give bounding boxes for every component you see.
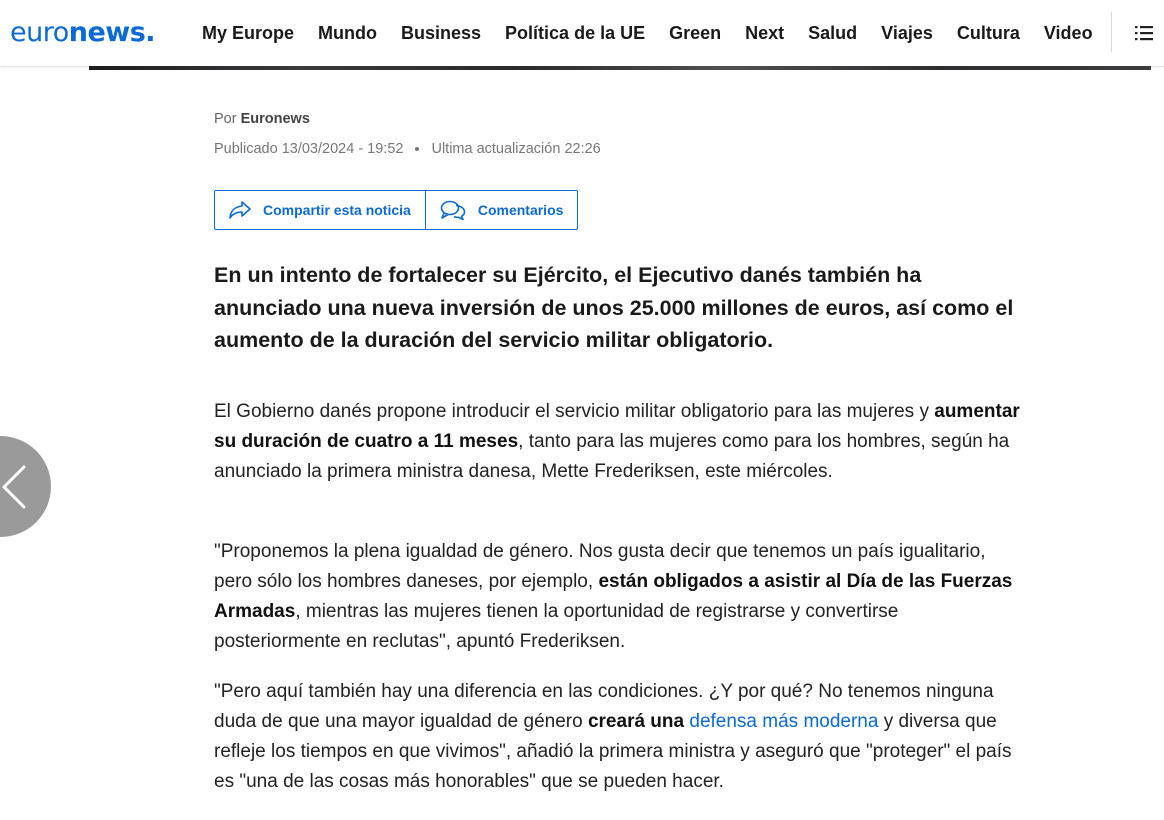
- nav-item-next[interactable]: Next: [745, 23, 785, 43]
- share-button-label: Compartir esta noticia: [263, 202, 411, 218]
- p2-text-c: , mientras las mujeres tienen la oportunidad de registrarse y convertirse posteriormente en reclutas", apuntó Frederiksen.: [214, 601, 899, 652]
- published-date: Publicado 13/03/2024 - 19:52: [214, 141, 404, 157]
- date-separator-dot: [415, 147, 419, 151]
- article-dates: [214, 141, 601, 157]
- share-arrow-icon: [229, 201, 251, 219]
- p3-text-c: y diversa que refleje los tiempos en que vivimos", añadió la primera ministra y aseguró que "proteger" el país es "una de las cosas más honorables" que se pueden hacer.: [214, 711, 1012, 792]
- paragraph-3: [214, 677, 1024, 797]
- share-button[interactable]: [215, 191, 425, 229]
- euronews-logo[interactable]: [10, 16, 155, 50]
- nav-divider: [1111, 12, 1112, 52]
- nav-item-mundo[interactable]: Mundo: [318, 23, 377, 43]
- updated-date: Ultima actualización 22:26: [431, 141, 601, 157]
- p1-text-a: El Gobierno danés propone introducir el servicio militar obligatorio para las mujeres y: [214, 401, 935, 422]
- list-icon[interactable]: [1133, 22, 1155, 44]
- author-name[interactable]: Euronews: [240, 111, 310, 127]
- p3-bold: creará una: [587, 711, 685, 732]
- nav-item-business[interactable]: Business: [401, 23, 482, 43]
- p3-text-a: "Pero aquí también hay una diferencia en las condiciones. ¿Y por qué? No tenemos ninguna duda de que una mayor igualdad de género: [214, 681, 994, 732]
- nav-item-cultura[interactable]: Cultura: [956, 23, 1020, 43]
- paragraph-2: [214, 537, 1024, 657]
- p2-bold: están obligados a asistir al Día de las Fuerzas Armadas: [214, 571, 1013, 622]
- defensa-moderna-link[interactable]: defensa más moderna: [689, 711, 879, 732]
- nav-item-politica-ue[interactable]: Política de la UE: [505, 23, 646, 43]
- byline: [214, 111, 310, 127]
- site-header: [0, 0, 1164, 67]
- nav-item-green[interactable]: Green: [669, 23, 722, 43]
- article-lead: En un intento de fortalecer su Ejército, el Ejecutivo danés también ha anunciado una nueva inversión de unos 25.000 millones de euros, así como el aumento de la duración del servicio militar obligatorio.: [214, 263, 1014, 352]
- nav-item-video[interactable]: Video: [1043, 23, 1093, 43]
- previous-article-button[interactable]: [0, 436, 51, 537]
- share-toolbar: [214, 190, 578, 230]
- byline-prefix: Por: [214, 111, 237, 127]
- main-nav: [190, 0, 1105, 67]
- p1-text-c: , tanto para las mujeres como para los hombres, según ha anunciado la primera ministra danesa, Mette Frederiksen, este miércoles.: [214, 431, 1010, 482]
- paragraph-1: [214, 397, 1024, 487]
- nav-item-viajes[interactable]: Viajes: [881, 23, 933, 43]
- logo-part-euro: euro: [10, 17, 69, 48]
- speech-bubbles-icon: [440, 200, 466, 220]
- nav-item-salud[interactable]: Salud: [808, 23, 858, 43]
- p1-bold: aumentar su duración de cuatro a 11 meses: [214, 401, 1020, 452]
- chevron-left-icon: [0, 464, 28, 510]
- p2-text-a: "Proponemos la plena igualdad de género. Nos gusta decir que tenemos un país igualitario, pero sólo los hombres daneses, por ejemplo,: [214, 541, 986, 592]
- logo-part-news: news.: [68, 17, 156, 48]
- nav-item-my-europe[interactable]: My Europe: [202, 23, 295, 43]
- hero-image-bottom-edge: [89, 66, 1151, 70]
- comments-button-label: Comentarios: [477, 202, 564, 218]
- comments-button[interactable]: [425, 191, 578, 229]
